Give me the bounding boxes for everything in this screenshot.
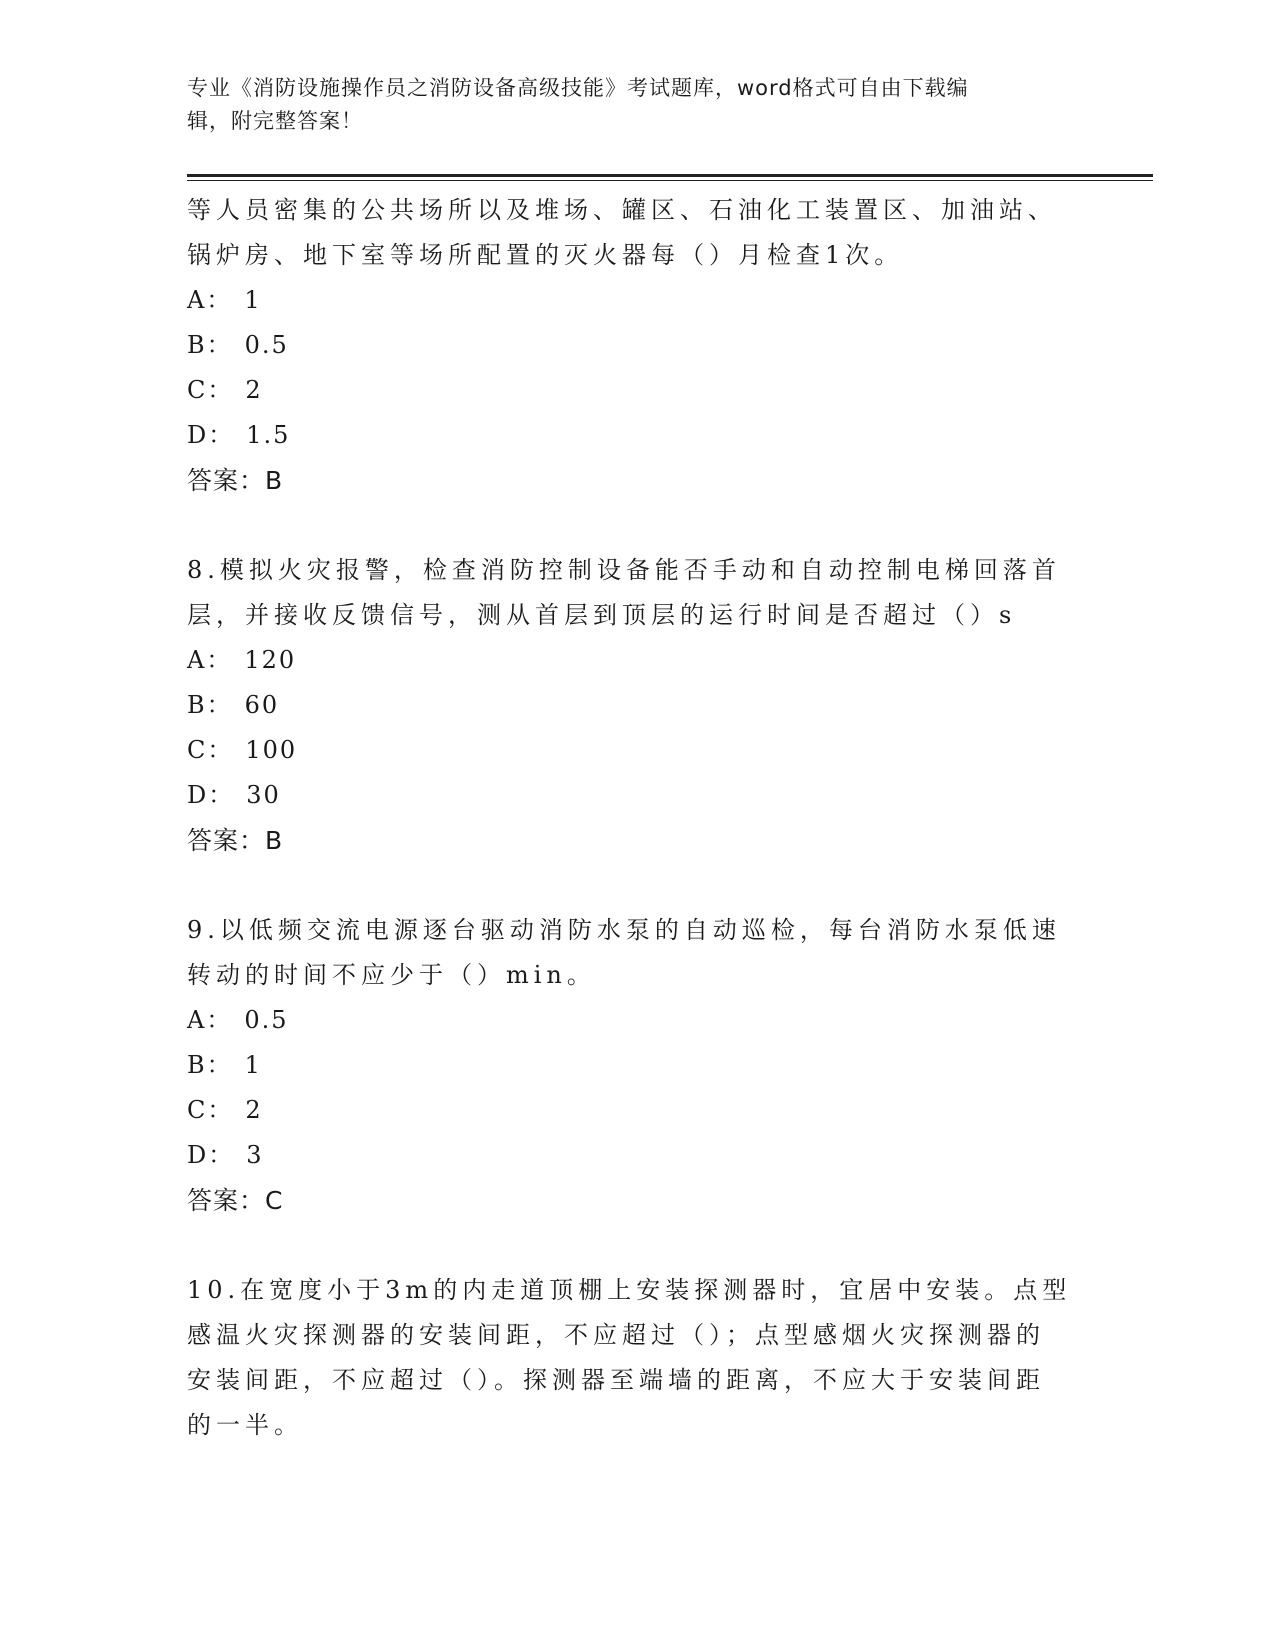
option-key: D：: [187, 781, 235, 809]
answer-line: 答案：B: [187, 826, 284, 855]
option-a: [187, 998, 1067, 1043]
document-header: [187, 72, 1067, 138]
option-value: 30: [246, 781, 281, 809]
header-line: 辑，附完整答案！: [187, 109, 363, 133]
question-stem-line: 8.模拟火灾报警，检查消防控制设备能否手动和自动控制电梯回落首: [187, 556, 1061, 584]
option-value: 100: [245, 736, 298, 764]
option-value: 0.5: [244, 1006, 289, 1034]
question-block: [187, 908, 1067, 1224]
option-key: D：: [187, 421, 235, 449]
question-list: [187, 188, 1072, 1448]
option-a: [187, 638, 1067, 683]
option-key: B：: [187, 1051, 233, 1079]
answer-line: 答案：C: [187, 1186, 284, 1215]
question-stem-line: 锅炉房、地下室等场所配置的灭火器每（）月检查1次。: [187, 241, 904, 269]
option-value: 0.5: [244, 331, 289, 359]
option-key: B：: [187, 331, 233, 359]
header-rule-thin: [187, 180, 1153, 181]
option-key: C：: [187, 1096, 234, 1124]
question-gap: [187, 504, 1067, 548]
option-key: C：: [187, 736, 234, 764]
option-key: C：: [187, 376, 234, 404]
option-value: 1: [244, 1051, 262, 1079]
option-value: 1: [244, 286, 262, 314]
question-gap: [187, 864, 1067, 908]
option-b: [187, 1043, 1067, 1088]
question-stem-line: 9.以低频交流电源逐台驱动消防水泵的自动巡检，每台消防水泵低速: [187, 916, 1061, 944]
question-stem-line: 的一半。: [187, 1411, 303, 1439]
option-value: 3: [246, 1141, 264, 1169]
question-stem-line: 10.在宽度小于3m的内走道顶棚上安装探测器时，宜居中安装。点型: [187, 1276, 1072, 1304]
question-block: [187, 548, 1067, 864]
option-d: [187, 413, 1067, 458]
option-key: A：: [187, 1006, 233, 1034]
option-c: [187, 728, 1067, 773]
answer-line: 答案：B: [187, 466, 284, 495]
question-stem-line: 转动的时间不应少于（）min。: [187, 961, 596, 989]
option-c: [187, 1088, 1067, 1133]
question-block: [187, 1268, 1072, 1448]
option-c: [187, 368, 1067, 413]
question-stem-line: 等人员密集的公共场所以及堆场、罐区、石油化工装置区、加油站、: [187, 196, 1057, 224]
question-stem-line: 安装间距，不应超过（）。探测器至端墙的距离，不应大于安装间距: [187, 1366, 1045, 1394]
option-a: [187, 278, 1067, 323]
option-value: 2: [245, 1096, 263, 1124]
option-d: [187, 773, 1067, 818]
question-stem-line: 层，并接收反馈信号，测从首层到顶层的运行时间是否超过（）s: [187, 601, 1017, 629]
question-stem-line: 感温火灾探测器的安装间距，不应超过（）；点型感烟火灾探测器的: [187, 1321, 1045, 1349]
option-key: A：: [187, 286, 233, 314]
option-d: [187, 1133, 1067, 1178]
header-rule-thick: [187, 174, 1153, 177]
option-value: 60: [244, 691, 280, 719]
option-value: 1.5: [246, 421, 291, 449]
option-b: [187, 683, 1067, 728]
option-value: 2: [245, 376, 263, 404]
header-line: 专业《消防设施操作员之消防设备高级技能》考试题库，word格式可自由下载编: [187, 76, 969, 100]
option-key: B：: [187, 691, 233, 719]
option-b: [187, 323, 1067, 368]
option-key: D：: [187, 1141, 235, 1169]
question-block: [187, 188, 1067, 504]
option-key: A：: [187, 646, 233, 674]
option-value: 120: [244, 646, 297, 674]
question-gap: [187, 1224, 1067, 1268]
